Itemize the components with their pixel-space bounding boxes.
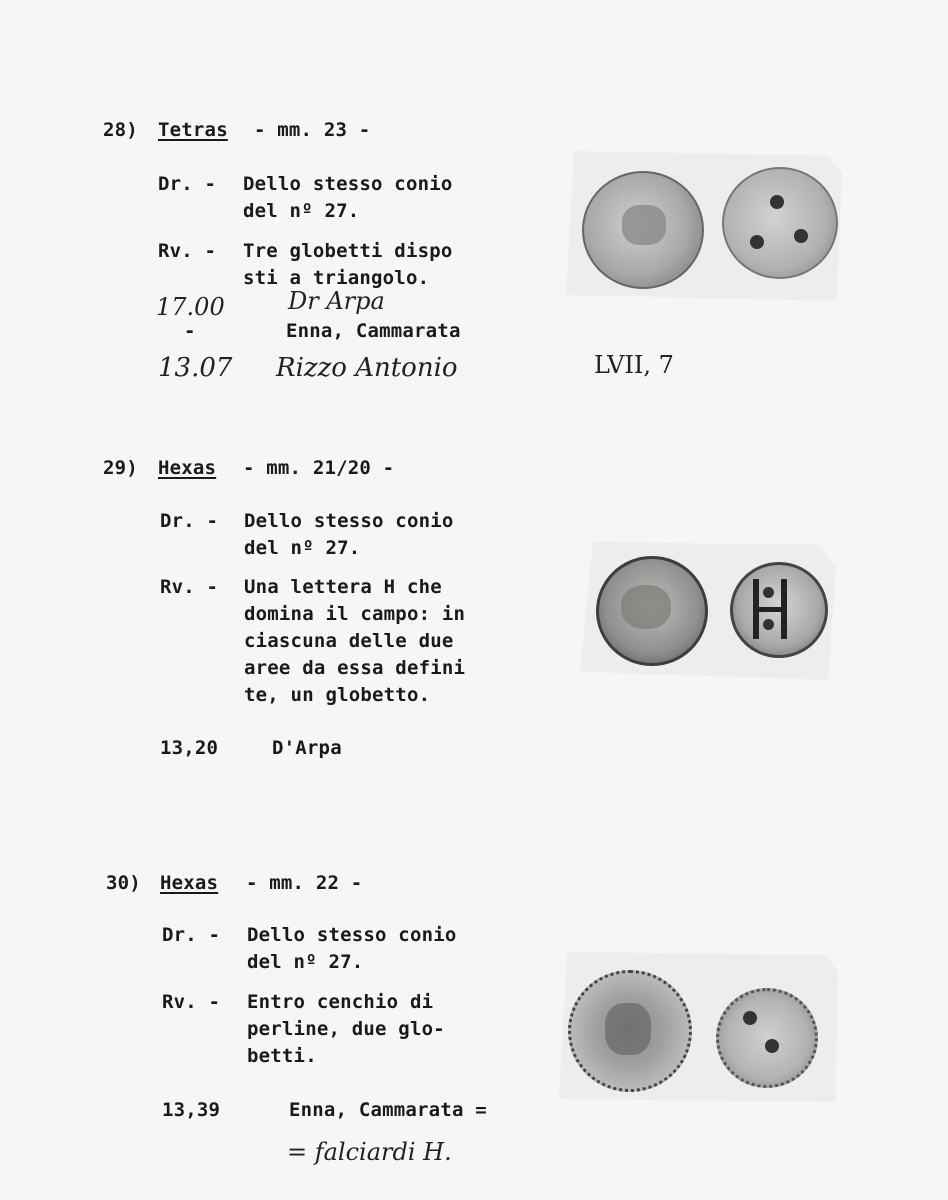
entry-28-hand-owner-1: Dr Arpa [288, 287, 385, 315]
entry-29-dr-line-1: Dello stesso conio [244, 510, 454, 532]
coin-photo-29 [580, 542, 836, 680]
entry-28-dash: - [184, 320, 196, 342]
entry-29-number: 29) [103, 457, 138, 479]
coin-obverse-image [568, 970, 692, 1092]
entry-29-rv-line-5: te, un globetto. [244, 684, 431, 706]
entry-30-rv-line-1: Entro cenchio di [247, 991, 434, 1013]
entry-30-location: Enna, Cammarata = [289, 1099, 487, 1121]
entry-29-owner: D'Arpa [272, 737, 342, 759]
entry-30-weight: 13,39 [162, 1099, 221, 1121]
entry-29-denomination: Hexas [158, 457, 217, 479]
entry-29-rv-line-2: domina il campo: in [244, 603, 466, 625]
coin-photo-28 [566, 151, 842, 301]
entry-29-rv-line-4: aree da essa defini [244, 657, 466, 679]
entry-30-dr-line-2: del nº 27. [247, 951, 364, 973]
entry-28-rv-line-1: Tre globetti dispo [243, 240, 453, 262]
entry-29-size: - mm. 21/20 - [243, 457, 395, 479]
entry-29-rv-line-3: ciascuna delle due [244, 630, 454, 652]
entry-30-number: 30) [106, 872, 141, 894]
entry-30-denomination: Hexas [160, 872, 219, 894]
entry-29-rv-label: Rv. - [160, 576, 219, 598]
entry-28-hand-weight-1: 17.00 [156, 293, 225, 321]
entry-30-size: - mm. 22 - [246, 872, 363, 894]
entry-30-rv-line-3: betti. [247, 1045, 317, 1067]
entry-28-dr-line-2: del nº 27. [243, 200, 360, 222]
entry-28-rv-line-2: sti a triangolo. [243, 267, 430, 289]
coin-photo-30 [556, 952, 838, 1102]
entry-28-denomination: Tetras [158, 119, 228, 141]
coin-obverse-image [596, 556, 708, 666]
entry-28-dr-line-1: Dello stesso conio [243, 173, 453, 195]
coin-reverse-image [722, 167, 838, 279]
coin-obverse-image [582, 171, 704, 289]
entry-28-number: 28) [103, 119, 138, 141]
entry-28-rv-label: Rv. - [158, 240, 217, 262]
entry-29-dr-label: Dr. - [160, 510, 219, 532]
entry-28-hand-weight-2: 13.07 [158, 353, 233, 383]
entry-28-size: - mm. 23 - [254, 119, 371, 141]
entry-28-hand-ref: LVII, 7 [594, 351, 674, 379]
entry-29-weight: 13,20 [160, 737, 219, 759]
entry-29-dr-line-2: del nº 27. [244, 537, 361, 559]
coin-reverse-image [730, 562, 828, 658]
entry-28-hand-owner-2: Rizzo Antonio [276, 353, 458, 383]
coin-reverse-image [716, 988, 818, 1088]
entry-29-rv-line-1: Una lettera H che [244, 576, 442, 598]
entry-30-rv-line-2: perline, due glo- [247, 1018, 445, 1040]
entry-28-location: Enna, Cammarata [286, 320, 461, 342]
entry-30-dr-label: Dr. - [162, 924, 221, 946]
entry-28-dr-label: Dr. - [158, 173, 217, 195]
entry-30-dr-line-1: Dello stesso conio [247, 924, 457, 946]
entry-30-hand-note: = falciardi H. [287, 1138, 452, 1166]
entry-30-rv-label: Rv. - [162, 991, 221, 1013]
